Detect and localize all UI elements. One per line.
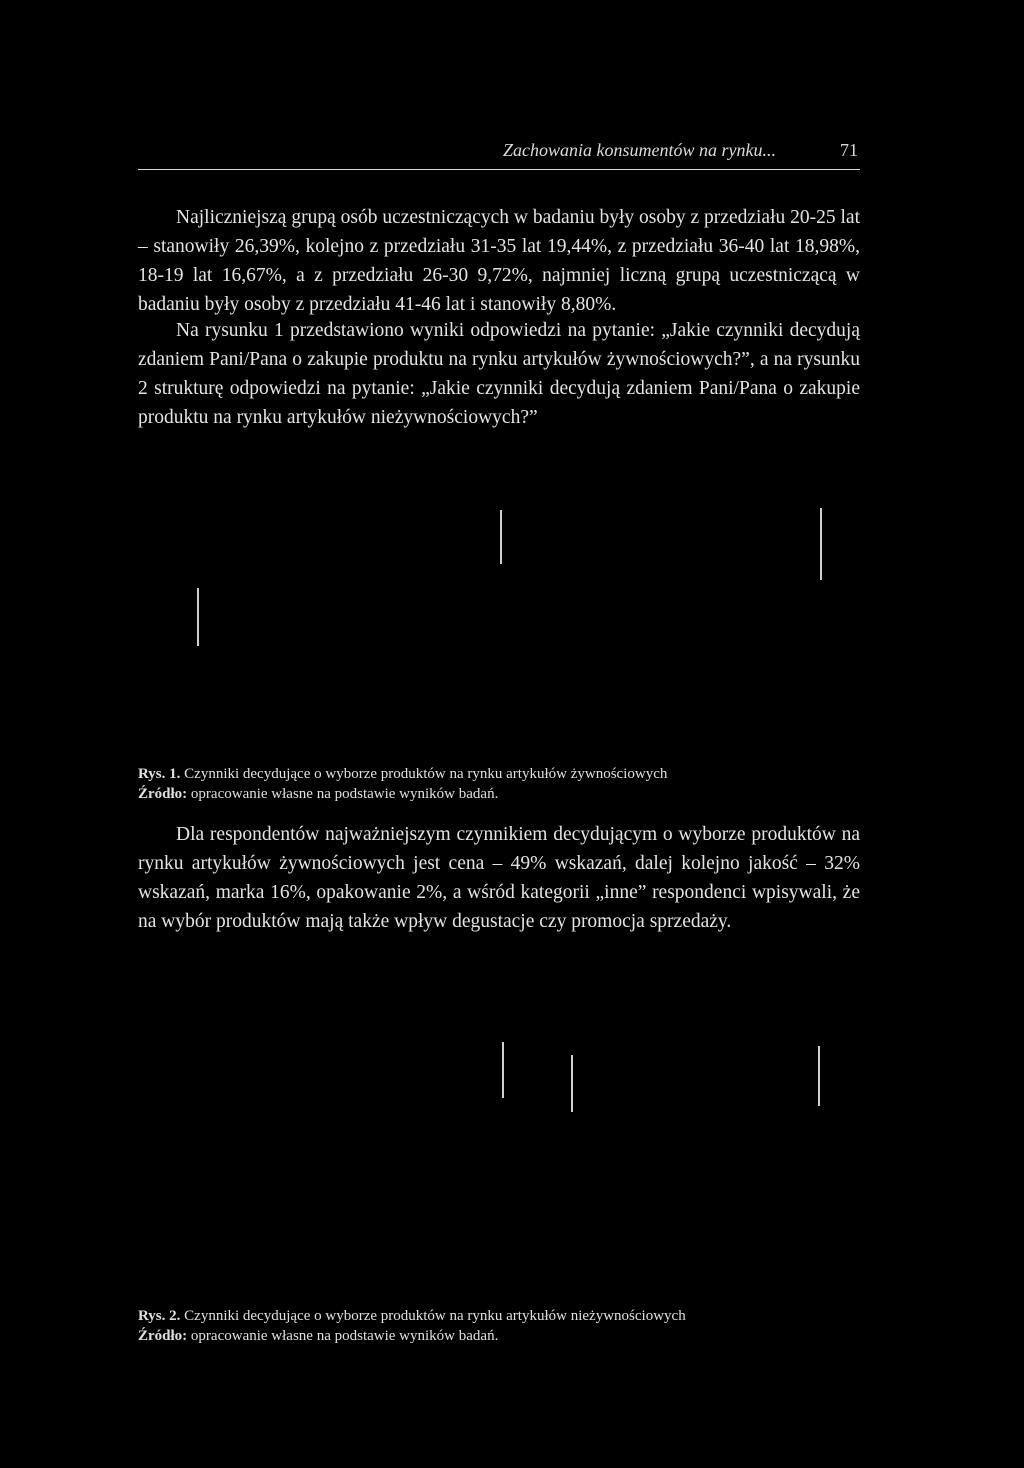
paragraph-age-groups: Najliczniejszą grupą osób uczestniczących w badaniu były osoby z przedziału 20-25 lat – stanowiły 26,39%, kolejno z przedziału 31-35 lat 19,44%, z przedziału 36-40 lat 18,98%, 18-19 lat 16,67%, a z przedziału 26-30 9,72%, najmniej liczną grupą uczestniczącą w badaniu były osoby z przedziału 41-46 lat i stanowiły 8,80%. bbox=[138, 207, 860, 315]
figure-1-source bbox=[138, 784, 860, 804]
figure-2-source-text: opracowanie własne na podstawie wyników badań. bbox=[190, 1328, 499, 1344]
figure-1-source-label: Źródło: bbox=[138, 786, 188, 802]
header-divider bbox=[138, 169, 860, 170]
figure-2-caption-text: Czynniki decydujące o wyborze produktów na rynku artykułów nieżywnościowych bbox=[184, 1308, 686, 1324]
figure-2-label: Rys. 2. bbox=[138, 1308, 181, 1324]
figure-1-stroke bbox=[500, 510, 502, 564]
figure-1-label: Rys. 1. bbox=[138, 766, 181, 782]
figure-2-stroke bbox=[818, 1046, 820, 1106]
figure-1-stroke bbox=[820, 508, 822, 580]
figure-1-caption bbox=[138, 764, 860, 784]
running-header bbox=[138, 140, 860, 168]
figure-2-stroke bbox=[571, 1055, 573, 1112]
figure-2-caption bbox=[138, 1306, 860, 1326]
figure-2-source bbox=[138, 1326, 860, 1346]
running-header-title: Zachowania konsumentów na rynku... bbox=[503, 140, 776, 160]
figure-1-stroke bbox=[197, 588, 199, 646]
page-number: 71 bbox=[840, 140, 858, 160]
figure-1-caption-text: Czynniki decydujące o wyborze produktów na rynku artykułów żywnościowych bbox=[184, 766, 668, 782]
figure-1-source-text: opracowanie własne na podstawie wyników badań. bbox=[190, 786, 499, 802]
paragraph-food-factors: Dla respondentów najważniejszym czynnikiem decydującym o wyborze produktów na rynku artykułów żywnościowych jest cena – 49% wskazań, dalej kolejno jakość – 32% wskazań, marka 16%, opakowanie 2%, a wśród kategorii „inne” respondenci wpisywali, że na wybór produktów mają także wpływ degustacje czy promocja sprzedaży. bbox=[138, 824, 860, 932]
paragraph-figures-intro: Na rysunku 1 przedstawiono wyniki odpowiedzi na pytanie: „Jakie czynniki decydują zdaniem Pani/Pana o zakupie produktu na rynku artykułów żywnościowych?”, a na rysunku 2 strukturę odpowiedzi na pytanie: „Jakie czynniki decydują zdaniem Pani/Pana o zakupie produktu na rynku artykułów nieżywnościowych?” bbox=[138, 320, 860, 428]
figure-2-stroke bbox=[502, 1042, 504, 1098]
figure-2-source-label: Źródło: bbox=[138, 1328, 188, 1344]
